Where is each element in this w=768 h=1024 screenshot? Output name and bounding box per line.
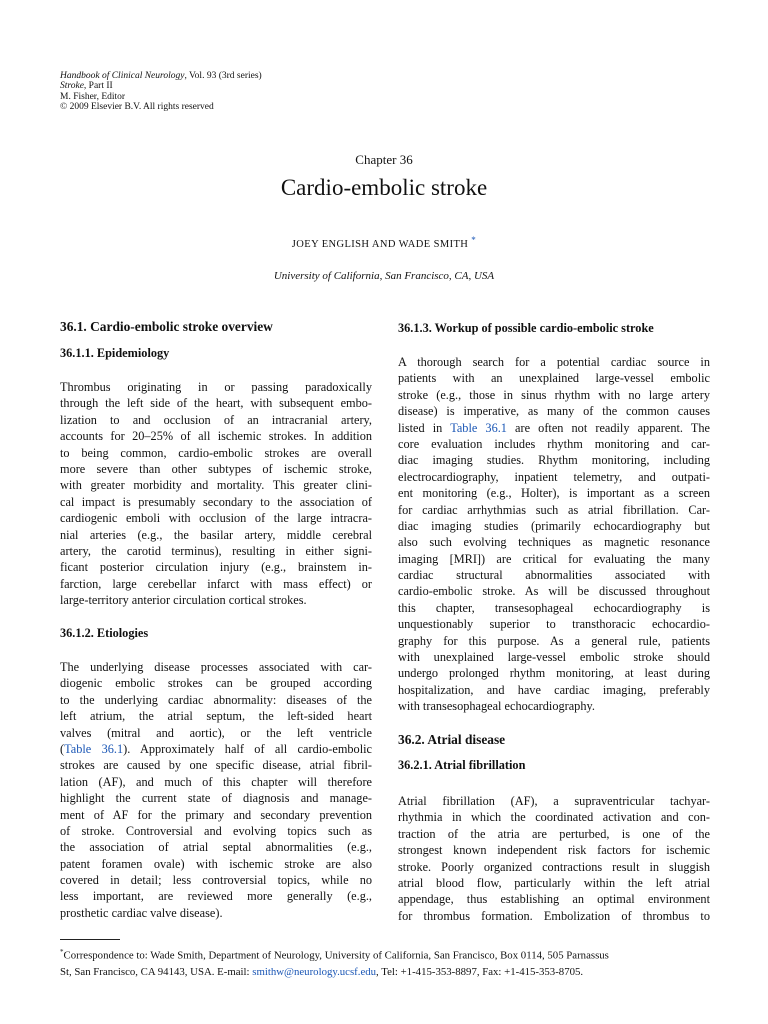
text-line: diogenic embolic strokes can be grouped according — [60, 676, 372, 691]
authors — [0, 235, 768, 250]
text-line: nial arteries (e.g., the basilar artery, middle cerebral — [60, 527, 372, 542]
text-line: graphy for this purpose. As a general rule, patients — [398, 633, 710, 648]
text-line: lation (AF), and much of this chapter will therefore — [60, 774, 372, 789]
section-heading-36-1-2: 36.1.2. Etiologies — [60, 626, 149, 640]
text-line: undergo prolonged rhythm monitoring, at least during — [398, 666, 710, 681]
text-line: lization to and occlusion of an intracranial artery, — [60, 412, 372, 427]
author-names: JOEY ENGLISH AND WADE SMITH — [291, 239, 469, 250]
text-line: diac imaging studies. Rhythm monitoring, including — [398, 453, 710, 468]
part-number: , Part II — [83, 81, 113, 92]
text-line: with transesophageal echocardiography. — [398, 699, 595, 714]
text-line: for cardiac arrhythmias such as atrial fibrillation. Car- — [398, 502, 710, 517]
correspondence-footnote — [60, 944, 710, 980]
text-line: accounts for 20–25% of all ischemic strokes. In addition — [60, 429, 372, 444]
text-line: The underlying disease processes associated with car- — [60, 660, 372, 674]
text-fragment: ). Approximately half of all cardio-embolic — [123, 741, 372, 756]
footnote-text: Correspondence to: Wade Smith, Department of Neurology, University of California, San Francisco, Box 0114, 505 Parnassus — [63, 949, 609, 962]
text-line: cal impact is presumably secondary to the association of — [60, 494, 372, 509]
book-title-line — [60, 71, 262, 81]
footnote-mark: * — [60, 948, 64, 956]
text-line: rhythmia in which the coordinated activation and con- — [398, 810, 710, 825]
atrial-fibrillation-paragraph — [398, 793, 710, 924]
text-line: with greater morbidity and mortality. This greater clini- — [60, 478, 372, 493]
text-line: imaging [MRI]) are critical for evaluating the many — [398, 551, 710, 566]
section-heading-36-2: 36.2. Atrial disease — [398, 732, 506, 747]
text-line: with unexplained large-vessel embolic stroke should — [398, 650, 710, 665]
text-line: prosthetic cardiac valve disease). — [60, 905, 223, 920]
text-line: stroke (e.g., those in sinus rhythm with no large artery — [398, 387, 710, 402]
text-line: more severe than other subtypes of ischemic stroke, — [60, 461, 372, 476]
text-line: A thorough search for a potential cardiac source in — [398, 355, 710, 369]
text-line: large-territory anterior circulation cortical strokes. — [60, 593, 307, 608]
etiologies-paragraph — [60, 659, 372, 921]
text-line: diac imaging studies (primarily echocardiography but — [398, 518, 710, 533]
text-line: less important, are reviewed more generally (e.g., — [60, 889, 372, 904]
text-line: Thrombus originating in or passing paradoxically — [60, 380, 372, 394]
text-line: for thrombus formation. Embolization of thrombus to — [398, 908, 710, 923]
text-line: strongest known independent risk factors for ischemic — [398, 843, 710, 858]
book-title: Handbook of Clinical Neurology — [60, 71, 185, 81]
text-line: unquestionably superior to transthoracic echocardio- — [398, 617, 710, 632]
book-header — [60, 71, 262, 113]
text-line: patients with an unexplained large-vessel embolic — [398, 371, 710, 386]
text-line: patent foramen ovale) with ischemic stroke are also — [60, 856, 372, 871]
text-line: strokes are caused by one specific disease, atrial fibril- — [60, 758, 372, 773]
part-line — [60, 81, 262, 91]
footnote-text: St, San Francisco, CA 94143, USA. E-mail: — [60, 965, 253, 978]
affiliation: University of California, San Francisco, CA, USA — [273, 270, 495, 282]
text-line: also such evolving techniques as magnetic resonance — [398, 535, 710, 550]
text-fragment: are often not readily apparent. The — [506, 420, 710, 435]
footnote-text: , Tel: +1-415-353-8897, Fax: +1-415-353-8705. — [376, 965, 584, 978]
part-title: Stroke — [60, 81, 84, 92]
text-line: farction, large cerebellar infarct with mass effect) or — [60, 576, 372, 591]
epidemiology-paragraph — [60, 379, 372, 608]
text-line: this chapter, transesophageal echocardiography is — [398, 600, 710, 615]
chapter-title: Cardio-embolic stroke — [280, 175, 488, 200]
text-fragment: ( — [60, 741, 65, 756]
author-footnote-link[interactable]: * — [471, 235, 477, 245]
section-heading-36-1: 36.1. Cardio-embolic stroke overview — [60, 319, 273, 334]
editor-line: M. Fisher, Editor — [60, 91, 126, 102]
table-36-1-link[interactable]: Table 36.1 — [450, 420, 507, 435]
text-line: highlight the current state of diagnosis and manage- — [60, 791, 372, 806]
text-line: appendage, thus establishing an optimal environment — [398, 892, 710, 907]
text-fragment: listed in — [398, 420, 451, 435]
text-line: through the left side of the heart, with subsequent embo- — [60, 396, 372, 411]
text-line: ent monitoring (e.g., Holter), is important as a screen — [398, 486, 710, 501]
text-line: electrocardiography, inpatient telemetry, and outpati- — [398, 469, 710, 484]
text-line: cardiogenic emboli with occlusion of the large intracra- — [60, 511, 372, 526]
footnote-line — [60, 944, 710, 964]
text-line: the association of atrial septal abnormalities (e.g., — [60, 840, 372, 855]
text-line: of stroke. Controversial and evolving topics such as — [60, 823, 372, 838]
copyright-line: © 2009 Elsevier B.V. All rights reserved — [60, 102, 214, 113]
text-line: atrial blood flow, particularly within the left atrial — [398, 875, 710, 890]
chapter-label: Chapter 36 — [355, 152, 413, 167]
book-volume: , Vol. 93 (3rd series) — [184, 71, 262, 81]
text-line: hospitalization, and have cardiac imaging, preferably — [398, 682, 710, 697]
text-line: covered in detail; less controversial topics, while no — [60, 873, 372, 888]
text-line: disease) is imperative, as many of the common causes — [398, 404, 710, 419]
section-heading-36-1-1: 36.1.1. Epidemiology — [60, 346, 170, 360]
text-line: to the underlying cardiac abnormality: diseases of the — [60, 692, 372, 707]
text-line: Atrial fibrillation (AF), a supraventricular tachyar- — [398, 794, 710, 808]
text-line: artery, the carotid terminus), resulting in either signi- — [60, 543, 372, 558]
text-line — [398, 420, 710, 436]
section-heading-36-2-1: 36.2.1. Atrial fibrillation — [398, 758, 526, 772]
text-line: cardio-embolic stroke. As will be discussed throughout — [398, 584, 710, 599]
text-line: stroke. Poorly organized contractions result in sluggish — [398, 859, 710, 874]
text-line: valves (mitral and aortic), or the left ventricle — [60, 725, 372, 740]
text-line: ment of AF for the primary and secondary prevention — [60, 807, 372, 822]
text-line: cardiac structural abnormalities associated with — [398, 568, 710, 583]
text-line: traction of the atria are perturbed, is one of the — [398, 826, 710, 841]
text-line: ficant posterior circulation injury (e.g., brainstem in- — [60, 560, 372, 575]
workup-paragraph — [398, 354, 710, 715]
footnote-line — [60, 964, 710, 980]
section-heading-36-1-3: 36.1.3. Workup of possible cardio-embolic stroke — [398, 321, 654, 335]
text-line — [60, 741, 372, 757]
table-36-1-link[interactable]: Table 36.1 — [64, 741, 124, 756]
footnote-rule — [60, 939, 120, 940]
text-line: to being common, cardio-embolic strokes are overall — [60, 445, 372, 460]
text-line: left atrium, the atrial septum, the left-sided heart — [60, 709, 372, 724]
email-link[interactable]: smithw@neurology.ucsf.edu — [252, 965, 377, 978]
text-line: core evaluation includes rhythm monitoring and car- — [398, 436, 710, 451]
